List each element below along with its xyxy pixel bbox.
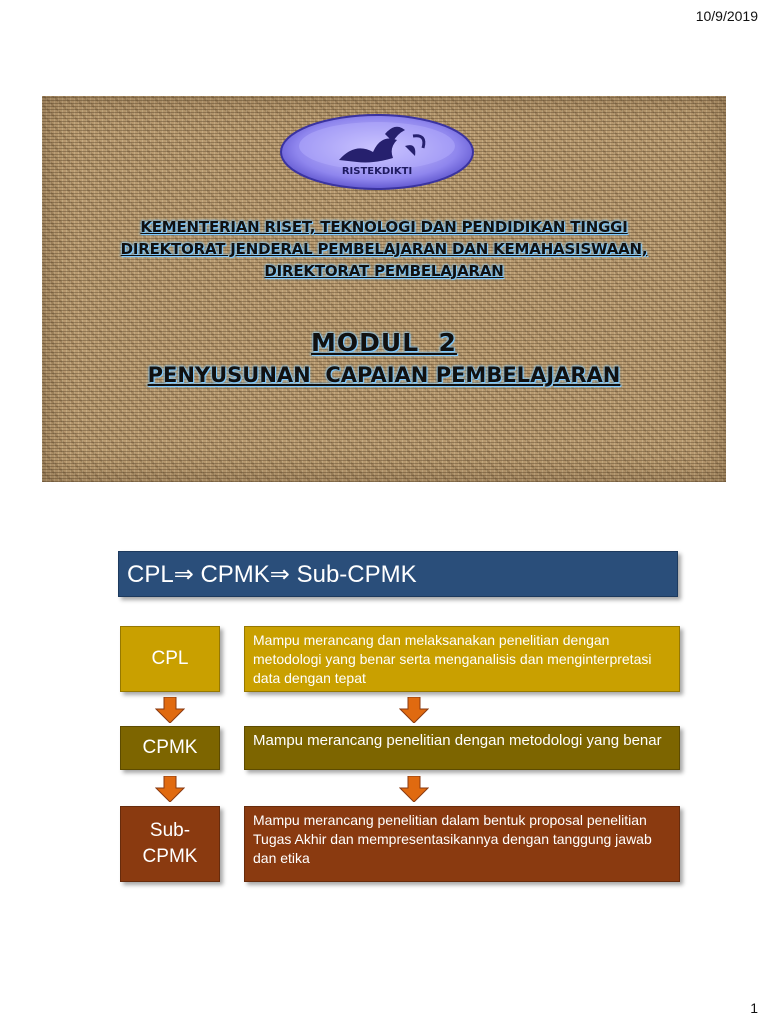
cpmk-label-box: CPMK	[120, 726, 220, 770]
sub-cpmk-label-line-2: CPMK	[142, 846, 198, 867]
slide-date: 10/9/2019	[695, 8, 758, 24]
down-arrow-icon	[399, 776, 429, 802]
page-number: 1	[750, 1000, 758, 1016]
organization-heading	[42, 216, 726, 282]
org-line-3: DIREKTORAT PEMBELAJARAN	[264, 262, 504, 280]
org-line-1: KEMENTERIAN RISET, TEKNOLOGI DAN PENDIDIKAN TINGGI	[140, 218, 628, 236]
down-arrow-icon	[155, 697, 185, 723]
slide2-title: CPL⇒ CPMK⇒ Sub-CPMK	[118, 551, 678, 597]
module-label: MODUL 2	[311, 328, 457, 357]
module-title: PENYUSUNAN CAPAIAN PEMBELAJARAN	[147, 363, 621, 387]
org-line-2: DIREKTORAT JENDERAL PEMBELAJARAN DAN KEMAHASISWAAN,	[120, 240, 648, 258]
cpmk-description-box: Mampu merancang penelitian dengan metodologi yang benar	[244, 726, 680, 770]
ristekdikti-logo	[277, 112, 477, 192]
cpl-description-box: Mampu merancang dan melaksanakan penelitian dengan metodologi yang benar serta menganalisis dan menginterpretasi data dengan tepat	[244, 626, 680, 692]
cpl-label-box: CPL	[120, 626, 220, 692]
svg-text:RISTEKDIKTI: RISTEKDIKTI	[341, 166, 413, 177]
sub-cpmk-label-box	[120, 806, 220, 882]
sub-cpmk-description-box: Mampu merancang penelitian dalam bentuk proposal penelitian Tugas Akhir dan mempresentasikannya dengan tanggung jawab dan etika	[244, 806, 680, 882]
title-slide	[42, 96, 726, 482]
down-arrow-icon	[399, 697, 429, 723]
down-arrow-icon	[155, 776, 185, 802]
sub-cpmk-label-line-1: Sub-	[149, 820, 191, 841]
